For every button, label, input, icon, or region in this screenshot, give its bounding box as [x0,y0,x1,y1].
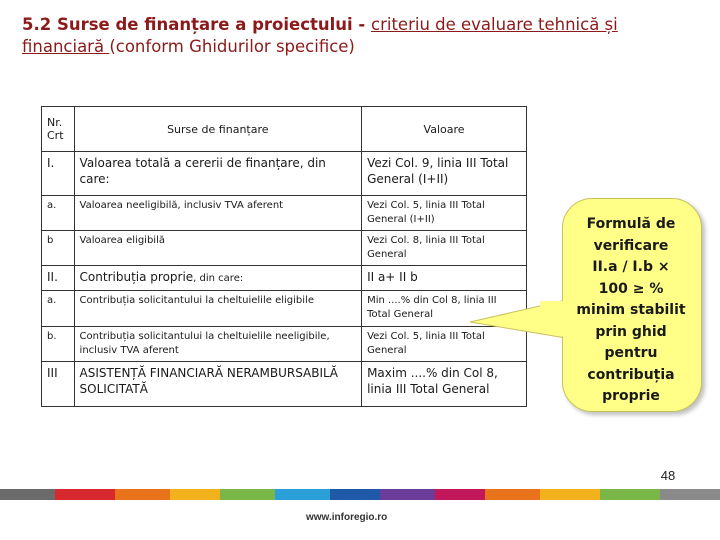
row-source: Valoarea totală a cererii de finanțare, din care: [74,152,362,196]
row-value: Vezi Col. 5, linia III Total General (I+II) [362,196,527,231]
title-part2: criteriu de evaluare tehnică și financiară [22,15,618,56]
header-value: Valoare [362,107,527,152]
row-source: Contribuția solicitantului la cheltuielile eligibile [74,291,362,327]
row-value: Maxim ....% din Col 8, linia III Total General [362,362,527,407]
row-nr: a. [42,196,75,231]
title-part1: 5.2 Surse de finanțare a proiectului - [22,15,372,34]
color-strip [0,489,720,500]
header-nr: Nr. Crt [42,107,75,152]
row-source: Valoarea neeligibilă, inclusiv TVA aferent [74,196,362,231]
row-value: Min ....% din Col 8, linia III Total General [362,291,527,327]
row-value: II a+ II b [362,266,527,291]
row-source: ASISTENȚĂ FINANCIARĂ NERAMBURSABILĂ SOLICITATĂ [74,362,362,407]
row-nr: a. [42,291,75,327]
header-source: Surse de finanțare [74,107,362,152]
row-value: Vezi Col. 5, linia III Total General [362,327,527,362]
page-number: 48 [660,468,676,483]
row-nr: II. [42,266,75,291]
title-part3: (conform Ghidurilor specifice) [109,37,355,56]
row-source-rest: , din care: [193,273,244,284]
footer-url: www.inforegio.ro [306,512,388,523]
row-nr: b. [42,327,75,362]
callout-text: Formulă de verificare II.a / I.b × 100 ≥ % minim stabilit prin ghid pentru contribuția proprie [576,216,686,404]
row-nr: b [42,231,75,266]
row-source: Valoarea eligibilă [74,231,362,266]
row-source: Contribuția solicitantului la cheltuielile neeligibile, inclusiv TVA aferent [74,327,362,362]
row-nr: I. [42,152,75,196]
row-value: Vezi Col. 9, linia III Total General (I+II) [362,152,527,196]
row-value: Vezi Col. 8, linia III Total General [362,231,527,266]
row-source-main: Contribuția proprie [79,270,194,284]
row-nr: III [42,362,75,407]
